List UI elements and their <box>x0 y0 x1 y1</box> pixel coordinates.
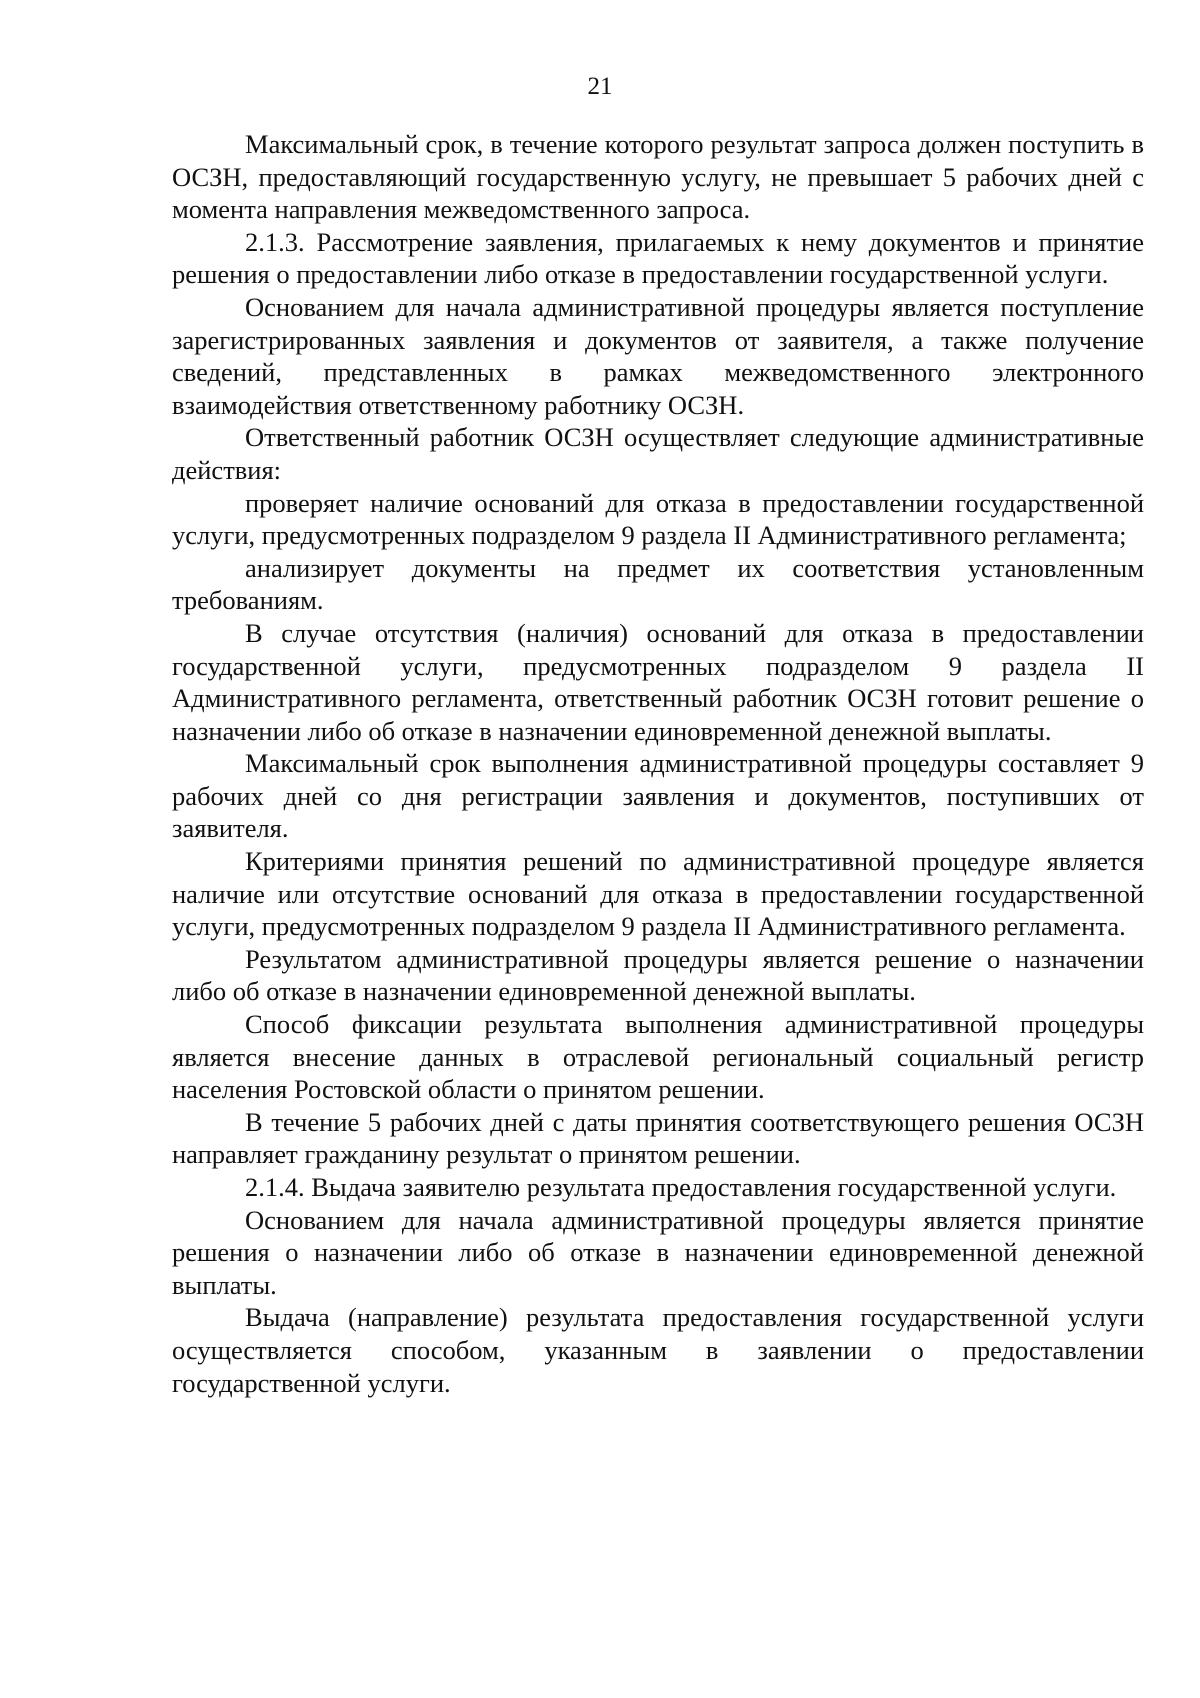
paragraph-issuance-basis: Основанием для начала административной процедуры является принятие решения о назначении либо об отказе в назначении единовременной денежной выплаты. <box>172 1204 1144 1300</box>
paragraph-action-check-grounds: проверяет наличие оснований для отказа в предоставлении государственной услуги, предусмотренных подразделом 9 раздела II Административного регламента; <box>172 487 1144 551</box>
paragraph-max-term-procedure: Максимальный срок выполнения административной процедуры составляет 9 рабочих дней со дня регистрации заявления и документов, поступивших от заявителя. <box>172 748 1144 844</box>
paragraph-action-analyze-documents: анализирует документы на предмет их соответствия установленным требованиям. <box>172 552 1144 616</box>
paragraph-result-fixation: Способ фиксации результата выполнения административной процедуры является внесение данных в отраслевой региональный социальный регистр населения Ростовской области о принятом решении. <box>172 1009 1144 1105</box>
document-body <box>172 128 1144 1399</box>
paragraph-result-notification: В течение 5 рабочих дней с даты принятия соответствующего решения ОСЗН направляет гражданину результат о принятом решении. <box>172 1106 1144 1170</box>
paragraph-decision-preparation: В случае отсутствия (наличия) оснований для отказа в предоставлении государственной услуги, предусмотренных подразделом 9 раздела II Административного регламента, ответственный работник ОСЗН готовит решение о назначении либо об отказе в назначении единовременной денежной выплаты. <box>172 617 1144 746</box>
paragraph-responsible-actions: Ответственный работник ОСЗН осуществляет следующие административные действия: <box>172 422 1144 485</box>
paragraph-issuance-method: Выдача (направление) результата предоставления государственной услуги осуществляется способом, указанным в заявлении о предоставлении государственной услуги. <box>172 1302 1144 1398</box>
paragraph-section-2-1-4-heading: 2.1.4. Выдача заявителю результата предоставления государственной услуги. <box>245 1172 1117 1202</box>
page-number: 21 <box>587 73 613 100</box>
paragraph-procedure-result: Результатом административной процедуры является решение о назначении либо об отказе в назначении единовременной денежной выплаты. <box>172 943 1144 1007</box>
paragraph-procedure-basis: Основанием для начала административной процедуры является поступление зарегистрированных заявления и документов от заявителя, а также получение сведений, представленных в рамках межведомственного электронного взаимодействия ответственному работнику ОСЗН. <box>172 291 1144 420</box>
paragraph-decision-criteria: Критериями принятия решений по административной процедуре является наличие или отсутствие оснований для отказа в предоставлении государственной услуги, предусмотренных подразделом 9 раздела II Административного регламента. <box>172 846 1144 942</box>
paragraph-section-2-1-3-heading: 2.1.3. Рассмотрение заявления, прилагаемых к нему документов и принятие решения о предоставлении либо отказе в предоставлении государственной услуги. <box>172 226 1144 290</box>
paragraph-max-term-request: Максимальный срок, в течение которого результат запроса должен поступить в ОСЗН, предоставляющий государственную услугу, не превышает 5 рабочих дней с момента направления межведомственного запроса. <box>172 129 1144 225</box>
